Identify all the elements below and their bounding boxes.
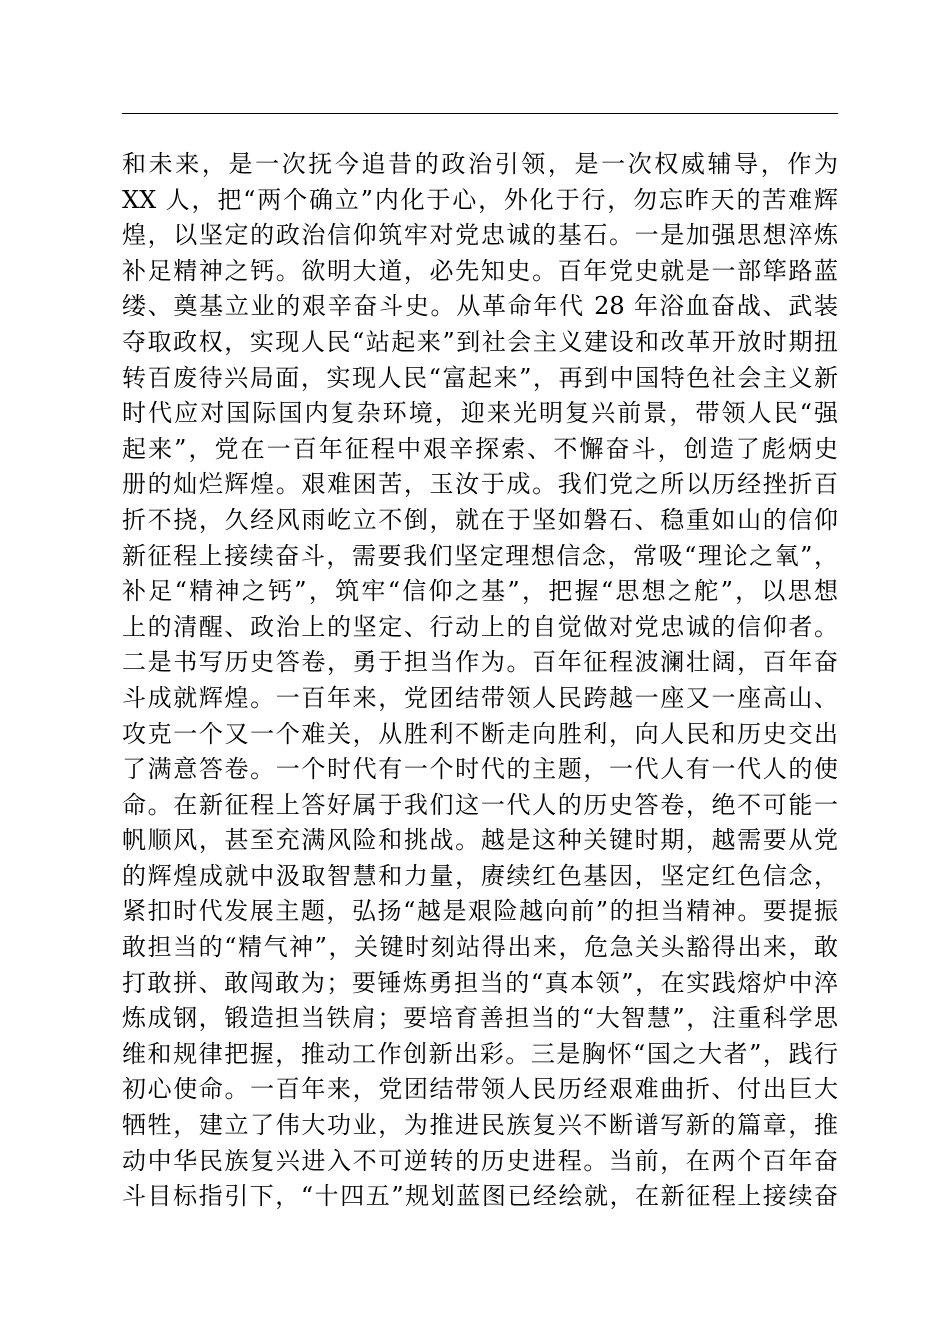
text-line: 斗成就辉煌。一百年来，党团结带领人民跨越一座又一座高山、 [122,683,838,712]
text-line: 新征程上接续奋斗，需要我们坚定理想信念，常吸“理论之氧”， [122,541,838,570]
text-line: 夺取政权，实现人民“站起来”到社会主义建设和改革开放时期扭 [122,327,838,356]
text-line: 和未来，是一次抚今追昔的政治引领，是一次权威辅导，作为 [122,150,838,178]
text-line: 二是书写历史答卷，勇于担当作为。百年征程波澜壮阔，百年奋 [122,648,838,677]
text-line: 敢担当的“精气神”，关键时刻站得出来，危急关头豁得出来，敢 [122,933,838,962]
text-line: 补足“精神之钙”，筑牢“信仰之基”，把握“思想之舵”，以思想 [122,577,838,606]
text-line: 转百废待兴局面，实现人民“富起来”，再到中国特色社会主义新 [122,363,838,392]
text-line: 缕、奠基立业的艰辛奋斗史。从革命年代 28 年浴血奋战、武装 [122,292,838,321]
text-line: 帆顺风，甚至充满风险和挑战。越是这种关键时期，越需要从党 [122,826,838,855]
text-line: 斗目标指引下，“十四五”规划蓝图已经绘就，在新征程上接续奋 [122,1182,838,1211]
text-line: 了满意答卷。一个时代有一个时代的主题，一代人有一代人的使 [122,755,838,784]
text-line: 紧扣时代发展主题，弘扬“越是艰险越向前”的担当精神。要提振 [122,897,838,926]
text-line: 炼成钢，锻造担当铁肩；要培育善担当的“大智慧”，注重科学思 [122,1004,838,1033]
body-text [122,147,838,1215]
text-line: XX 人，把“两个确立”内化于心，外化于行，勿忘昨天的苦难辉 [122,185,838,214]
text-line: 的辉煌成就中汲取智慧和力量，赓续红色基因，坚定红色信念， [122,861,838,890]
header-rule [122,113,838,114]
text-line: 起来”，党在一百年征程中艰辛探索、不懈奋斗，创造了彪炳史 [122,434,838,463]
text-line: 牺牲，建立了伟大功业，为推进民族复兴不断谱写新的篇章，推 [122,1111,838,1140]
text-line: 煌，以坚定的政治信仰筑牢对党忠诚的基石。一是加强思想淬炼 [122,221,838,250]
text-line: 时代应对国际国内复杂环境，迎来光明复兴前景，带领人民“强 [122,399,838,428]
text-line: 动中华民族复兴进入不可逆转的历史进程。当前，在两个百年奋 [122,1146,838,1175]
text-line: 攻克一个又一个难关，从胜利不断走向胜利，向人民和历史交出 [122,719,838,748]
text-line: 命。在新征程上答好属于我们这一代人的历史答卷，绝不可能一 [122,790,838,819]
text-line: 上的清醒、政治上的坚定、行动上的自觉做对党忠诚的信仰者。 [122,612,838,641]
text-line: 册的灿烂辉煌。艰难困苦，玉汝于成。我们党之所以历经挫折百 [122,470,838,499]
text-line: 初心使命。一百年来，党团结带领人民历经艰难曲折、付出巨大 [122,1075,838,1104]
text-line: 维和规律把握，推动工作创新出彩。三是胸怀“国之大者”，践行 [122,1039,838,1068]
text-line: 补足精神之钙。欲明大道，必先知史。百年党史就是一部筚路蓝 [122,256,838,285]
text-line: 折不挠，久经风雨屹立不倒，就在于坚如磐石、稳重如山的信仰 [122,505,838,534]
text-line: 打敢拼、敢闯敢为；要锤炼勇担当的“真本领”，在实践熔炉中淬 [122,968,838,997]
